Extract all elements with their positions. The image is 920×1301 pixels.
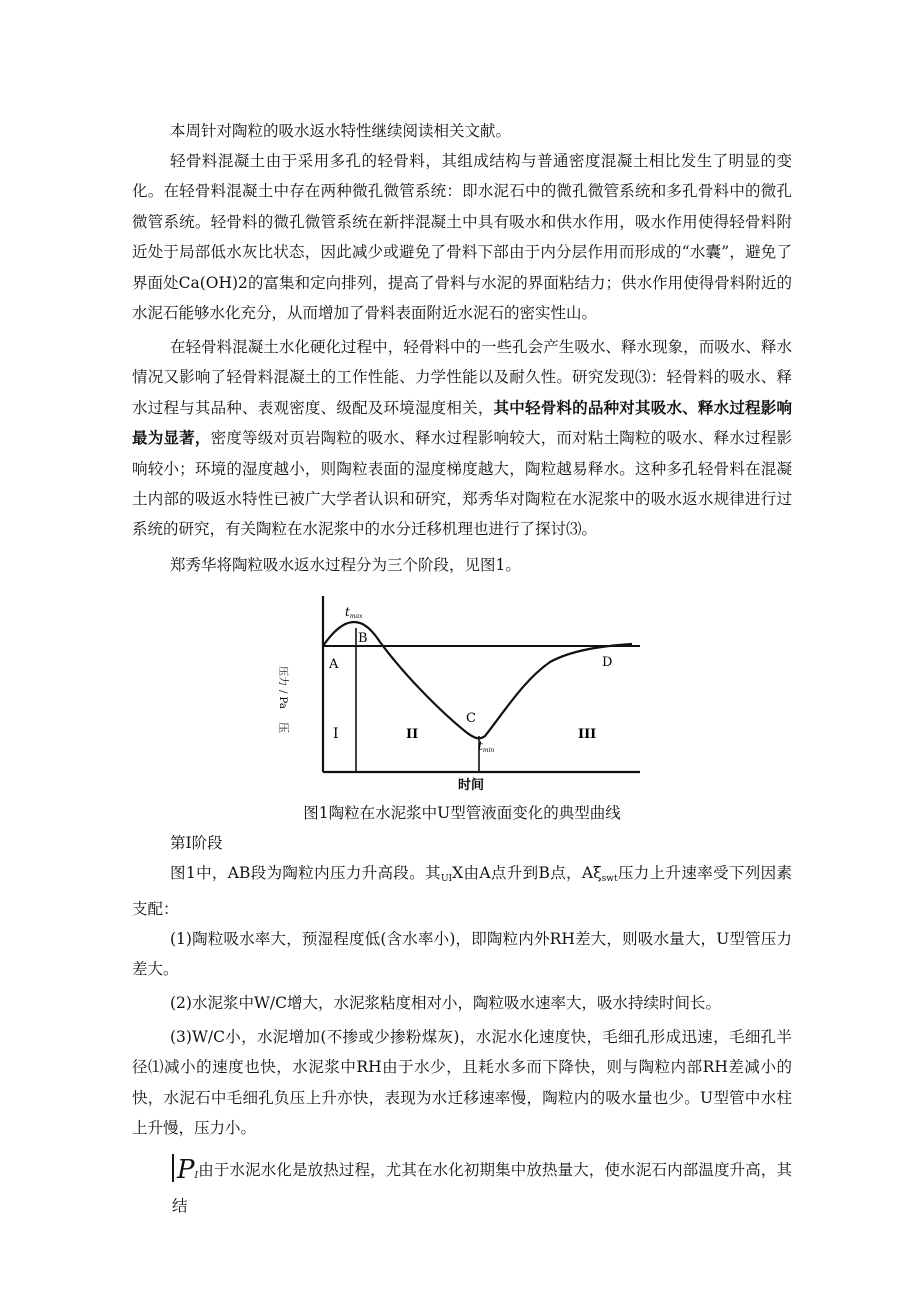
- pressure-curve: [323, 622, 632, 738]
- list-item-1: (1)陶粒吸水率大，预湿程度低(含水率小)，即陶粒内外RH差大，则吸水量大，U型管压力差大。: [132, 930, 792, 979]
- y-axis-label-fragment-3: 压: [277, 722, 290, 733]
- tmax-label: tmax: [345, 605, 363, 620]
- list-item-2: (2)水泥浆中W/C增大，水泥浆粘度相对小，陶粒吸水速率大，吸水持续时间长。: [170, 994, 721, 1012]
- p4-text-a: 图1中，AB段为陶粒内压力升高段。其: [170, 864, 441, 882]
- stage-2-label: II: [406, 727, 419, 742]
- p4-subscript-2: swt: [601, 874, 618, 884]
- paragraph-ab-segment: [132, 858, 792, 925]
- stage-heading: 第I阶段: [170, 834, 223, 852]
- paragraph-water-absorption-release: [132, 332, 792, 545]
- p2-text-b: 密度等级对页岩陶粒的吸水、释水过程影响较大，而对粘土陶粒的吸水、释水过程影响较小；环境的湿度越小，则陶粒表面的湿度梯度越大，陶粒越易释水。这种多孔轻骨料在混凝土内部的吸返水特性已被广大学者认识和研究，郑秀华对陶粒在水泥浆中的吸水返水规律进行过系统的研究，有关陶粒在水泥浆中的水分迁移机理也进行了探讨⑶。: [132, 429, 792, 539]
- list-item-4-text: 由于水泥水化是放热过程，尤其在水化初期集中放热量大，使水泥石内部温度升高，其结: [172, 1161, 792, 1216]
- p2-bold-text: 其中轻骨料的品种对其吸水、释水过程影响最为显著，: [132, 397, 792, 448]
- paragraph-three-stages: 郑秀华将陶粒吸水返水过程分为三个阶段，见图1。: [170, 556, 521, 574]
- list-item-4: [172, 1154, 792, 1222]
- point-b-label: B: [358, 631, 368, 646]
- p4-subscript-1: UI: [440, 874, 453, 884]
- x-axis-label: 时间: [458, 778, 485, 793]
- p4-text-c: 压力上升速率受下列因素支配：: [132, 864, 792, 919]
- point-d-label: D: [602, 655, 613, 670]
- point-c-label: C: [466, 711, 476, 726]
- stage-3-label: III: [578, 727, 597, 742]
- figure-u-tube-curve: [268, 588, 652, 798]
- p2-text-a: 在轻骨料混凝土水化硬化过程中，轻骨料中的一些孔会产生吸水、释水现象，而吸水、释水情况又影响了轻骨料混凝土的工作性能、力学性能以及耐久性。研究发现⑶：轻骨料的吸水、释水过程与其品种、表观密度、级配及环境湿度相关，: [132, 338, 792, 417]
- y-axis-label-fragment-1: 压力: [277, 666, 288, 686]
- p-symbol: P: [177, 1155, 195, 1185]
- tmin-label: tmin: [478, 739, 495, 754]
- figure-caption: 图1陶粒在水泥浆中U型管液面变化的典型曲线: [303, 804, 621, 822]
- stage-1-label: I: [333, 726, 339, 742]
- p4-text-b: X由A点升到B点，Aξ: [452, 864, 602, 882]
- point-a-label: A: [329, 657, 339, 672]
- y-axis-label-fragment-2: / Pa: [277, 690, 288, 709]
- intro-paragraph: 本周针对陶粒的吸水返水特性继续阅读相关文献。: [170, 122, 512, 140]
- paragraph-micropore-system: 轻骨料混凝土由于采用多孔的轻骨料，其组成结构与普通密度混凝土相比发生了明显的变化。在轻骨料混凝土中存在两种微孔微管系统：即水泥石中的微孔微管系统和多孔骨料中的微孔微管系统。轻骨料的微孔微管系统在新拌混凝土中具有吸水和供水作用，吸水作用使得轻骨料附近处于局部低水灰比状态，因此减少或避免了骨料下部由于内分层作用而形成的“水囊”，避免了界面处Ca(OH)2的富集和定向排列，提高了骨料与水泥的界面粘结力；供水作用使得骨料附近的水泥石能够水化充分，从而增加了骨料表面附近水泥石的密实性山。: [132, 152, 792, 323]
- bar-glyph: [172, 1154, 174, 1182]
- p-symbol-subscript: I: [194, 1171, 199, 1181]
- list-item-3: (3)W/C小，水泥增加(不掺或少掺粉煤灰)，水泥水化速度快，毛细孔形成迅速，毛细孔半径⑴减小的速度也快，水泥浆中RH由于水少，且耗水多而下降快，则与陶粒内部RH差减小的快，水泥石中毛细孔负压上升亦快，表现为水迁移速率慢，陶粒内的吸水量也少。U型管中水柱上升慢，压力小。: [132, 1028, 792, 1138]
